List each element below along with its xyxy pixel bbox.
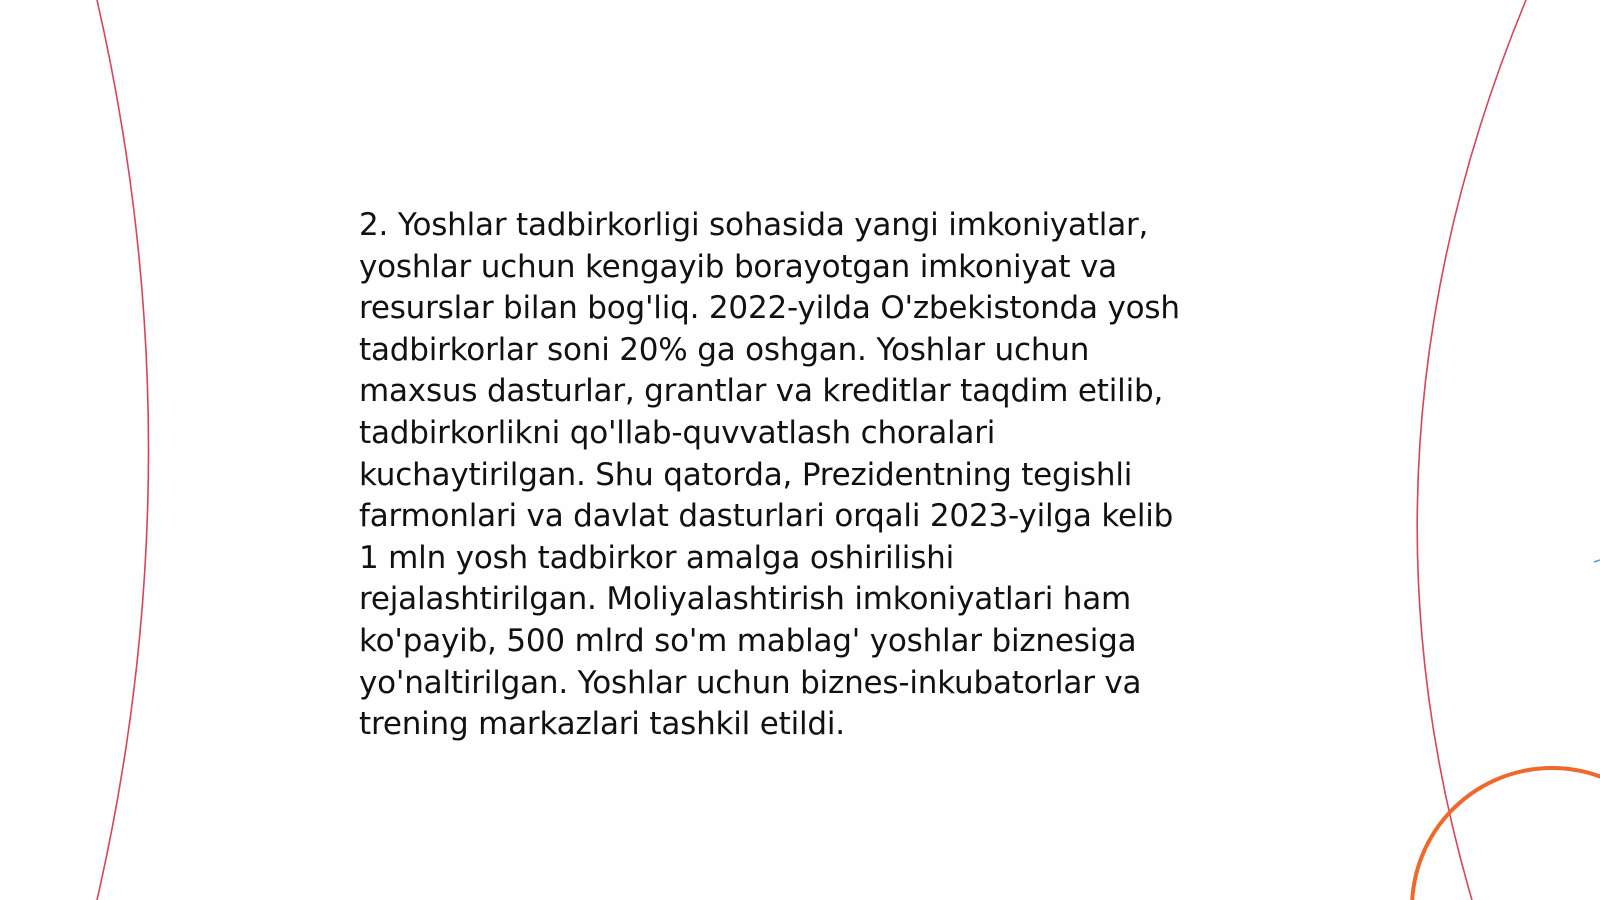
right-arc-icon (1417, 0, 1526, 900)
paragraph-line: farmonlari va davlat dasturlari orqali 2023-yilga kelib (359, 498, 1174, 535)
paragraph-line: tadbirkorlikni qo'llab-quvvatlash choralari (359, 414, 996, 451)
paragraph-line: maxsus dasturlar, grantlar va kreditlar taqdim etilib, (359, 373, 1164, 410)
left-arc-icon (97, 0, 149, 900)
paragraph-line: ko'payib, 500 mlrd so'm mablag' yoshlar biznesiga (359, 622, 1137, 659)
paragraph-line: resurslar bilan bog'liq. 2022-yilda O'zbekistonda yosh (359, 290, 1180, 327)
paragraph-line: trening markazlari tashkil etildi. (359, 706, 845, 743)
paragraph-line: 2. Yoshlar tadbirkorligi sohasida yangi imkoniyatlar, (359, 207, 1149, 243)
paragraph-line: kuchaytirilgan. Shu qatorda, Prezidentning tegishli (359, 456, 1133, 493)
small-accent-mark (1594, 560, 1600, 562)
paragraph-line: yoshlar uchun kengayib borayotgan imkoniyat va (359, 248, 1117, 285)
main-paragraph (359, 205, 1239, 746)
paragraph-line: yo'naltirilgan. Yoshlar uchun biznes-inkubatorlar va (359, 664, 1142, 701)
paragraph-line: rejalashtirilgan. Moliyalashtirish imkoniyatlari ham (359, 581, 1132, 618)
paragraph-line: 1 mln yosh tadbirkor amalga oshirilishi (359, 539, 955, 576)
orange-circle-icon (1412, 768, 1600, 900)
paragraph-line: tadbirkorlar soni 20% ga oshgan. Yoshlar uchun (359, 331, 1090, 368)
